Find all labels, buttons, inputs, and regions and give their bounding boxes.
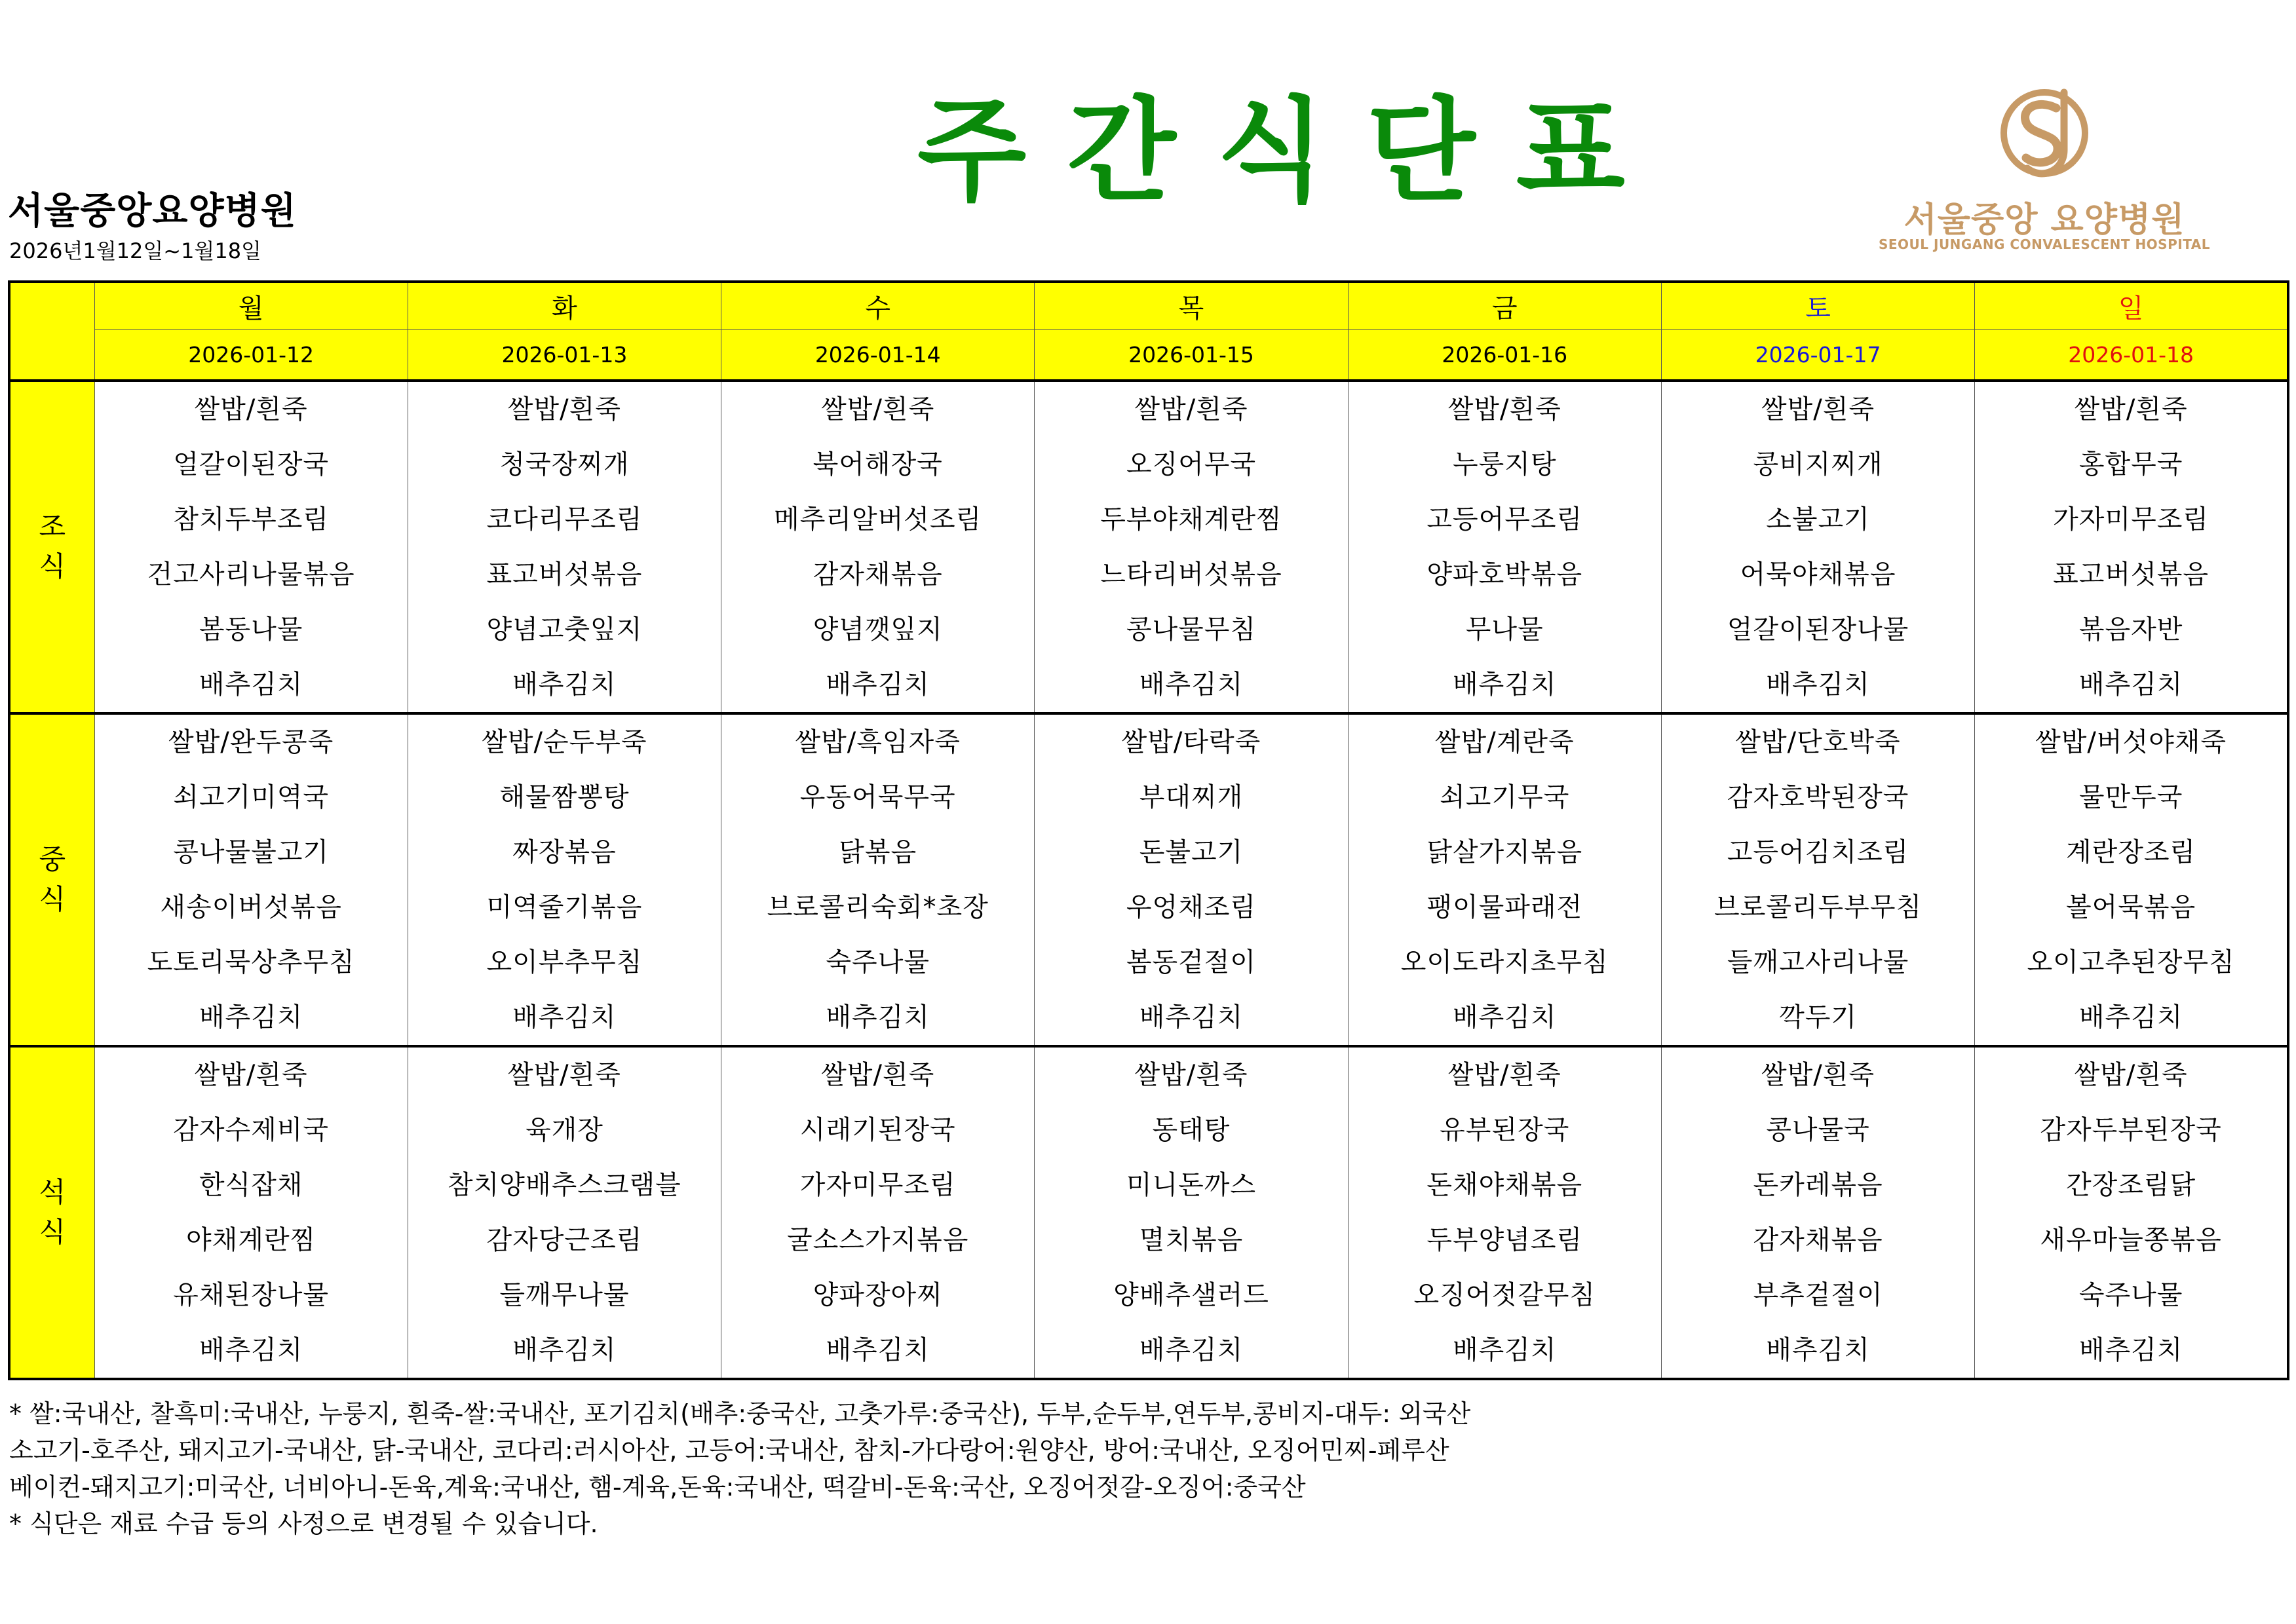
menu-item: 닭볶음 — [839, 837, 917, 867]
menu-item: 두부양념조림 — [1426, 1225, 1583, 1255]
date-header-row — [9, 330, 2288, 381]
menu-item: 동태탕 — [1152, 1115, 1231, 1145]
menu-item: 부대찌개 — [1139, 782, 1244, 812]
menu-item: 쌀밥/버섯야채죽 — [2035, 727, 2227, 757]
menu-item: 배추김치 — [1766, 1335, 1870, 1365]
menu-item: 들깨무나물 — [499, 1280, 630, 1310]
day-header: 월 — [94, 282, 408, 330]
menu-item: 오이도라지초무침 — [1400, 947, 1609, 977]
menu-cell — [1035, 1046, 1348, 1379]
menu-item: 봄동나물 — [199, 614, 303, 645]
menu-cell — [1348, 381, 1661, 713]
menu-item: 쌀밥/흰죽 — [194, 1060, 308, 1090]
menu-item: 쌀밥/흰죽 — [1761, 394, 1875, 425]
menu-item: 쌀밥/흰죽 — [1134, 394, 1248, 425]
menu-item: 쌀밥/흑임자죽 — [795, 727, 961, 757]
menu-item: 배추김치 — [512, 1002, 617, 1032]
menu-item: 닭살가지볶음 — [1426, 837, 1583, 867]
menu-item: 배추김치 — [826, 670, 930, 700]
menu-item: 육개장 — [525, 1115, 603, 1145]
menu-item: 감자수제비국 — [173, 1115, 330, 1145]
menu-item: 쇠고기무국 — [1440, 782, 1570, 812]
day-header: 목 — [1035, 282, 1348, 330]
title-char: 단 — [1366, 85, 1476, 217]
menu-item: 쌀밥/흰죽 — [1761, 1060, 1875, 1090]
note-line: * 쌀:국내산, 찰흑미:국내산, 누룽지, 흰죽-쌀:국내산, 포기김치(배추:중국산, 고춧가루:중국산), 두부,순두부,연두부,콩비지-대두: 외국산 — [9, 1399, 1471, 1428]
note-line: 소고기-호주산, 돼지고기-국내산, 닭-국내산, 코다리:러시아산, 고등어:국내산, 참치-가다랑어:원양산, 방어:국내산, 오징어민찌-페루산 — [9, 1436, 1449, 1465]
menu-item: 볼어묵볶음 — [2065, 892, 2196, 922]
menu-item: 미니돈까스 — [1126, 1170, 1257, 1200]
day-header-sunday: 일 — [1975, 282, 2288, 330]
menu-item: 콩나물불고기 — [173, 837, 330, 867]
menu-item: 배추김치 — [199, 1002, 303, 1032]
meal-label — [9, 381, 94, 713]
menu-item: 청국장찌개 — [499, 449, 630, 480]
menu-item: 숙주나물 — [2078, 1280, 2183, 1310]
page-title — [917, 85, 1625, 217]
menu-item: 쌀밥/순두부죽 — [482, 727, 647, 757]
menu-item: 배추김치 — [2078, 670, 2183, 700]
menu-item: 배추김치 — [512, 670, 617, 700]
meal-label — [9, 1046, 94, 1379]
menu-item: 쌀밥/흰죽 — [2074, 1060, 2188, 1090]
menu-cell — [94, 713, 408, 1046]
title-char: 주 — [917, 85, 1027, 217]
menu-item: 돈채야채볶음 — [1426, 1170, 1583, 1200]
title-char: 식 — [1216, 85, 1326, 217]
menu-item: 새우마늘쫑볶음 — [2040, 1225, 2222, 1255]
menu-item: 브로콜리숙회*초장 — [767, 892, 989, 922]
menu-item: 유부된장국 — [1440, 1115, 1570, 1145]
menu-item: 쌀밥/계란죽 — [1434, 727, 1575, 757]
date-header: 2026-01-12 — [94, 330, 408, 381]
logo-emblem-icon — [1985, 82, 2103, 180]
menu-item: 쌀밥/흰죽 — [1447, 1060, 1561, 1090]
menu-item: 쌀밥/흰죽 — [507, 1060, 621, 1090]
menu-cell — [721, 381, 1035, 713]
menu-item: 쌀밥/타락죽 — [1121, 727, 1261, 757]
hospital-name: 서울중앙요양병원 — [8, 190, 297, 233]
note-line: * 식단은 재료 수급 등의 사정으로 변경될 수 있습니다. — [9, 1509, 598, 1538]
menu-item: 콩비지찌개 — [1753, 449, 1883, 480]
date-header-sunday: 2026-01-18 — [1975, 330, 2288, 381]
menu-item: 쌀밥/흰죽 — [2074, 394, 2188, 425]
meal-row — [9, 381, 2288, 713]
menu-item: 콩나물국 — [1766, 1115, 1870, 1145]
menu-cell — [1975, 381, 2288, 713]
menu-item: 감자채볶음 — [813, 559, 943, 590]
menu-item: 배추김치 — [1139, 670, 1244, 700]
meal-row — [9, 713, 2288, 1046]
menu-item: 참치양배추스크램블 — [448, 1170, 681, 1200]
menu-item: 콩나물무침 — [1126, 614, 1257, 645]
menu-item: 쌀밥/단호박죽 — [1735, 727, 1901, 757]
day-header: 화 — [408, 282, 721, 330]
menu-item: 배추김치 — [826, 1002, 930, 1032]
menu-cell — [1975, 713, 2288, 1046]
menu-cell — [94, 381, 408, 713]
date-header: 2026-01-14 — [721, 330, 1035, 381]
menu-item: 양파호박볶음 — [1426, 559, 1583, 590]
menu-item: 누룽지탕 — [1452, 449, 1557, 480]
date-range: 2026년1월12일~1월18일 — [9, 238, 261, 263]
menu-item: 가자미무조림 — [799, 1170, 956, 1200]
logo-name: 서울중앙 요양병원 — [1904, 200, 2185, 240]
menu-item: 볶음자반 — [2078, 614, 2183, 645]
title-char: 표 — [1516, 85, 1625, 217]
menu-item: 감자당근조림 — [486, 1225, 643, 1255]
date-header: 2026-01-13 — [408, 330, 721, 381]
menu-item: 쌀밥/흰죽 — [194, 394, 308, 425]
menu-item: 쌀밥/흰죽 — [1134, 1060, 1248, 1090]
date-header-saturday: 2026-01-17 — [1661, 330, 1974, 381]
menu-cell — [94, 1046, 408, 1379]
menu-item: 간장조림닭 — [2065, 1170, 2196, 1200]
menu-item: 배추김치 — [512, 1335, 617, 1365]
meal-label-char: 석 — [39, 1176, 66, 1209]
menu-item: 배추김치 — [199, 670, 303, 700]
day-header: 금 — [1348, 282, 1661, 330]
menu-item: 짜장볶음 — [512, 837, 617, 867]
menu-item: 얼갈이된장나물 — [1727, 614, 1909, 645]
menu-item: 오이부추무침 — [486, 947, 643, 977]
menu-item: 가자미무조림 — [2053, 504, 2210, 535]
meal-label-char: 식 — [39, 1216, 66, 1248]
menu-cell — [408, 1046, 721, 1379]
menu-cell — [721, 1046, 1035, 1379]
menu-item: 도토리묵상추무침 — [147, 947, 355, 977]
meal-row — [9, 1046, 2288, 1379]
menu-item: 팽이물파래전 — [1426, 892, 1583, 922]
menu-item: 굴소스가지볶음 — [786, 1225, 969, 1255]
menu-item: 고등어무조림 — [1426, 504, 1583, 535]
date-header: 2026-01-16 — [1348, 330, 1661, 381]
menu-item: 돈불고기 — [1139, 837, 1244, 867]
menu-item: 야채계란찜 — [186, 1225, 316, 1255]
menu-item: 배추김치 — [1452, 1002, 1557, 1032]
menu-item: 배추김치 — [1452, 1335, 1557, 1365]
menu-item: 쇠고기미역국 — [173, 782, 330, 812]
menu-item: 감자채볶음 — [1753, 1225, 1883, 1255]
menu-item: 브로콜리두부무침 — [1713, 892, 1923, 922]
date-header: 2026-01-15 — [1035, 330, 1348, 381]
menu-item: 물만두국 — [2078, 782, 2183, 812]
menu-item: 메추리알버섯조림 — [774, 504, 982, 535]
menu-item: 봄동겉절이 — [1126, 947, 1257, 977]
meal-label-char: 식 — [39, 550, 66, 582]
menu-item: 해물짬뽕탕 — [499, 782, 630, 812]
menu-cell — [1661, 381, 1974, 713]
menu-item: 양파장아찌 — [813, 1280, 943, 1310]
menu-cell — [1348, 1046, 1661, 1379]
menu-cell — [408, 381, 721, 713]
menu-item: 감자두부된장국 — [2040, 1115, 2222, 1145]
menu-item: 무나물 — [1465, 614, 1544, 645]
menu-item: 표고버섯볶음 — [486, 559, 643, 590]
menu-item: 새송이버섯볶음 — [160, 892, 342, 922]
menu-item: 홍합무국 — [2078, 449, 2183, 480]
menu-item: 한식잡채 — [199, 1170, 303, 1200]
meal-label-char: 조 — [39, 510, 66, 543]
menu-item: 두부야채계란찜 — [1100, 504, 1282, 535]
menu-item: 배추김치 — [1139, 1002, 1244, 1032]
menu-cell — [408, 713, 721, 1046]
menu-cell — [1661, 1046, 1974, 1379]
day-header: 수 — [721, 282, 1035, 330]
hospital-logo — [1874, 82, 2215, 259]
menu-item: 배추김치 — [826, 1335, 930, 1365]
menu-item: 쌀밥/흰죽 — [821, 394, 935, 425]
menu-item: 쌀밥/흰죽 — [1447, 394, 1561, 425]
meal-label-char: 식 — [39, 883, 66, 915]
menu-item: 계란장조림 — [2065, 837, 2196, 867]
menu-item: 배추김치 — [2078, 1335, 2183, 1365]
menu-item: 숙주나물 — [826, 947, 930, 977]
menu-item: 느타리버섯볶음 — [1100, 559, 1282, 590]
menu-item: 쌀밥/흰죽 — [821, 1060, 935, 1090]
menu-item: 유채된장나물 — [173, 1280, 330, 1310]
title-char: 간 — [1067, 85, 1176, 217]
menu-item: 배추김치 — [1139, 1335, 1244, 1365]
menu-item: 우동어묵무국 — [799, 782, 956, 812]
menu-item: 멸치볶음 — [1139, 1225, 1244, 1255]
menu-item: 배추김치 — [2078, 1002, 2183, 1032]
menu-cell — [721, 713, 1035, 1046]
meal-label-char: 중 — [39, 843, 66, 876]
menu-table — [8, 280, 2289, 1380]
menu-item: 코다리무조림 — [486, 504, 643, 535]
menu-item: 건고사리나물볶음 — [147, 559, 355, 590]
menu-item: 고등어김치조림 — [1727, 837, 1909, 867]
menu-item: 소불고기 — [1766, 504, 1870, 535]
menu-item: 어묵야채볶음 — [1740, 559, 1896, 590]
day-header-row — [9, 282, 2288, 330]
menu-item: 들깨고사리나물 — [1727, 947, 1909, 977]
note-line: 베이컨-돼지고기:미국산, 너비아니-돈육,계육:국내산, 햄-계육,돈육:국내산, 떡갈비-돈육:국산, 오징어젓갈-오징어:중국산 — [9, 1473, 1306, 1501]
menu-item: 배추김치 — [1452, 670, 1557, 700]
day-header-saturday: 토 — [1661, 282, 1974, 330]
menu-item: 돈카레볶음 — [1753, 1170, 1883, 1200]
menu-cell — [1661, 713, 1974, 1046]
menu-item: 깍두기 — [1779, 1002, 1857, 1032]
menu-item: 배추김치 — [1766, 670, 1870, 700]
menu-item: 시래기된장국 — [799, 1115, 956, 1145]
meal-label — [9, 713, 94, 1046]
menu-item: 북어해장국 — [813, 449, 943, 480]
menu-item: 오이고추된장무침 — [2027, 947, 2235, 977]
menu-item: 우엉채조림 — [1126, 892, 1257, 922]
menu-item: 미역줄기볶음 — [486, 892, 643, 922]
menu-item: 참치두부조림 — [173, 504, 330, 535]
menu-item: 오징어젓갈무침 — [1413, 1280, 1596, 1310]
table-corner — [9, 282, 94, 381]
menu-item: 쌀밥/완두콩죽 — [168, 727, 334, 757]
menu-item: 부추겉절이 — [1753, 1280, 1883, 1310]
notes — [9, 1395, 1470, 1542]
menu-item: 오징어무국 — [1126, 449, 1257, 480]
logo-subtitle: SEOUL JUNGANG CONVALESCENT HOSPITAL — [1878, 236, 2210, 252]
menu-item: 배추김치 — [199, 1335, 303, 1365]
menu-item: 양념고춧잎지 — [486, 614, 643, 645]
menu-item: 감자호박된장국 — [1727, 782, 1909, 812]
menu-cell — [1975, 1046, 2288, 1379]
menu-item: 양념깻잎지 — [813, 614, 943, 645]
menu-cell — [1035, 713, 1348, 1046]
menu-item: 쌀밥/흰죽 — [507, 394, 621, 425]
menu-cell — [1348, 713, 1661, 1046]
menu-item: 양배추샐러드 — [1113, 1280, 1269, 1310]
menu-cell — [1035, 381, 1348, 713]
menu-item: 표고버섯볶음 — [2053, 559, 2210, 590]
menu-item: 얼갈이된장국 — [173, 449, 330, 480]
